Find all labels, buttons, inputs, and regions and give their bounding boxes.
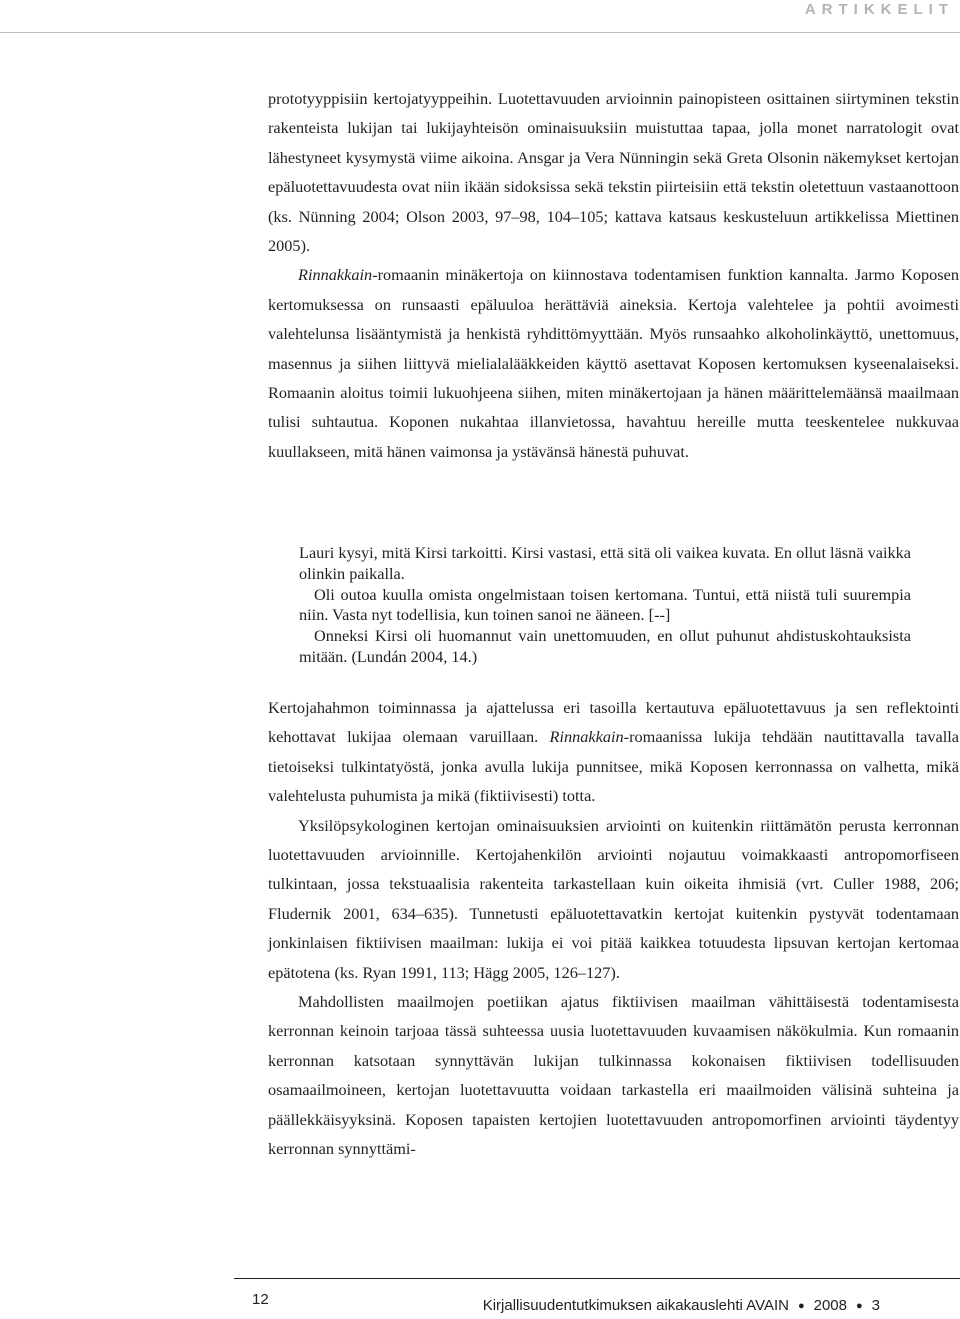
- footer-rule: [234, 1278, 960, 1279]
- quote-paragraph: Oli outoa kuulla omista ongelmistaan toisen kertomana. Tuntui, että niistä tuli suurempia niin. Vasta nyt todellisia, kun toinen sanoi ne ääneen. [--]: [299, 584, 911, 625]
- body-text-continued: [268, 693, 959, 1164]
- paragraph: Rinnakkain-romaanin minäkertoja on kiinnostava todentamisen funktion kannalta. Jarmo Koposen kertomuksessa on runsaasti epäluuloa herättäviä aineksia. Kertoja valehtelee ja pohtii avoimesti valehtelunsa lisääntymistä ja henkistä ryhdittömyyttään. Myös runsaahko alkoholinkäyttö, unettomuus, masennus ja siihen liittyvä mielialalääkkeiden käyttö asettavat Koposen kertomuksen kyseenalaiseksi. Romaanin aloitus toimii lukuohjeena siihen, miten minäkertojaan ja hänen määrittelemäänsä maailmaan tulisi suhtautua. Koponen nukahtaa illanvietossa, havahtuu hereille mutta teeskentelee nukkuvaa kuullakseen, mitä hänen vaimonsa ja ystävänsä hänestä puhuvat.: [268, 265, 959, 461]
- body-text: [268, 84, 959, 466]
- journal-year: 2008: [813, 1297, 847, 1314]
- paragraph: Mahdollisten maailmojen poetiikan ajatus fiktiivisen maailman vähittäisestä todentamisesta kerronnan keinoin tarjoaa tässä suhteessa uusia luotettavuuden kuvaamisen näkökulmia. Kun romaanin kerronnan katsotaan synnyttävän lukijan tulkinnassa kokonaisen fiktiivisen todellisuuden osamaailmoineen, kertojan luotettavuutta voidaan tarkastella eri maailmoiden välisinä suhteina ja päällekkäisyyksinä. Koposen tapaisten kertojien luotettavuuden antropomorfinen arviointi täydentyy kerronnan synnyttämi-: [268, 992, 959, 1159]
- block-quote: [299, 543, 911, 668]
- page-number: 12: [252, 1291, 269, 1308]
- bullet-icon: ●: [797, 1300, 805, 1312]
- book-title: Rinnakkain: [298, 265, 373, 285]
- section-label: ARTIKKELIT: [804, 1, 954, 18]
- book-title: Rinnakkain: [549, 727, 624, 747]
- bullet-icon: ●: [856, 1300, 863, 1312]
- paragraph: Kertojahahmon toiminnassa ja ajattelussa eri tasoilla kertautuva epäluotettavuus ja sen reflektointi kehottavat lukijaa olemaan varuillaan. Rinnakkain-romaanissa lukija tehdään nautittavalla tavalla tietoiseksi tulkintatyöstä, jonka avulla lukija punnitsee, mikä Koposen kerronnassa on valhetta, mikä valehtelusta puhumista ja mikä (fiktiivisesti) totta.: [268, 698, 959, 806]
- paragraph: Yksilöpsykologinen kertojan ominaisuuksien arviointi on kuitenkin riittämätön perusta kerronnan luotettavuuden arvioinnille. Kertojahenkilön arviointi nojautuu voimakkaasti antropomorfiseen tulkintaan, jossa tekstuaalisia rakenteita tarkastellaan kuin oikeita ihmisiä (vrt. Culler 1988, 206; Fludernik 2001, 634–635). Tunnetusti epäluotettavatkin kertojat kuitenkin pystyvät todentamaan jonkinlaisen fiktiivisen maailman: lukija ei voi pitää kaikkea totuudesta lipsuvan kertojan kertomaa epätotena (ks. Ryan 1991, 113; Hägg 2005, 126–127).: [268, 815, 959, 982]
- header-rule: [0, 32, 960, 33]
- quote-paragraph: Lauri kysyi, mitä Kirsi tarkoitti. Kirsi vastasi, että sitä oli vaikea kuvata. En ollut läsnä vaikka olinkin paikalla.: [299, 543, 911, 583]
- journal-issue: 3: [871, 1297, 880, 1314]
- quote-paragraph: Onneksi Kirsi oli huomannut vain unettomuuden, en ollut puhunut ahdistuskohtauksista mitään. (Lundán 2004, 14.): [299, 626, 911, 666]
- paragraph: prototyyppisiin kertojatyyppeihin. Luotettavuuden arvioinnin painopisteen osittainen siirtyminen tekstin rakenteista lukijan tai lukijayhteisön ominaisuuksiin muistuttaa tapaa, jolla monet narratologit ovat lähestyneet kysymystä viime aikoina. Ansgar ja Vera Nünningin sekä Greta Olsonin näkemykset kertojan epäluotettavuudesta ovat niin ikään sidoksissa sekä tekstin piirteisiin että tekstin oletettuun vastaanottoon (ks. Nünning 2004; Olson 2003, 97–98, 104–105; kattava katsaus keskusteluun artikkelissa Miettinen 2005).: [268, 89, 959, 256]
- journal-name: Kirjallisuudentutkimuksen aikakauslehti AVAIN: [482, 1297, 789, 1314]
- journal-info: [483, 1297, 880, 1314]
